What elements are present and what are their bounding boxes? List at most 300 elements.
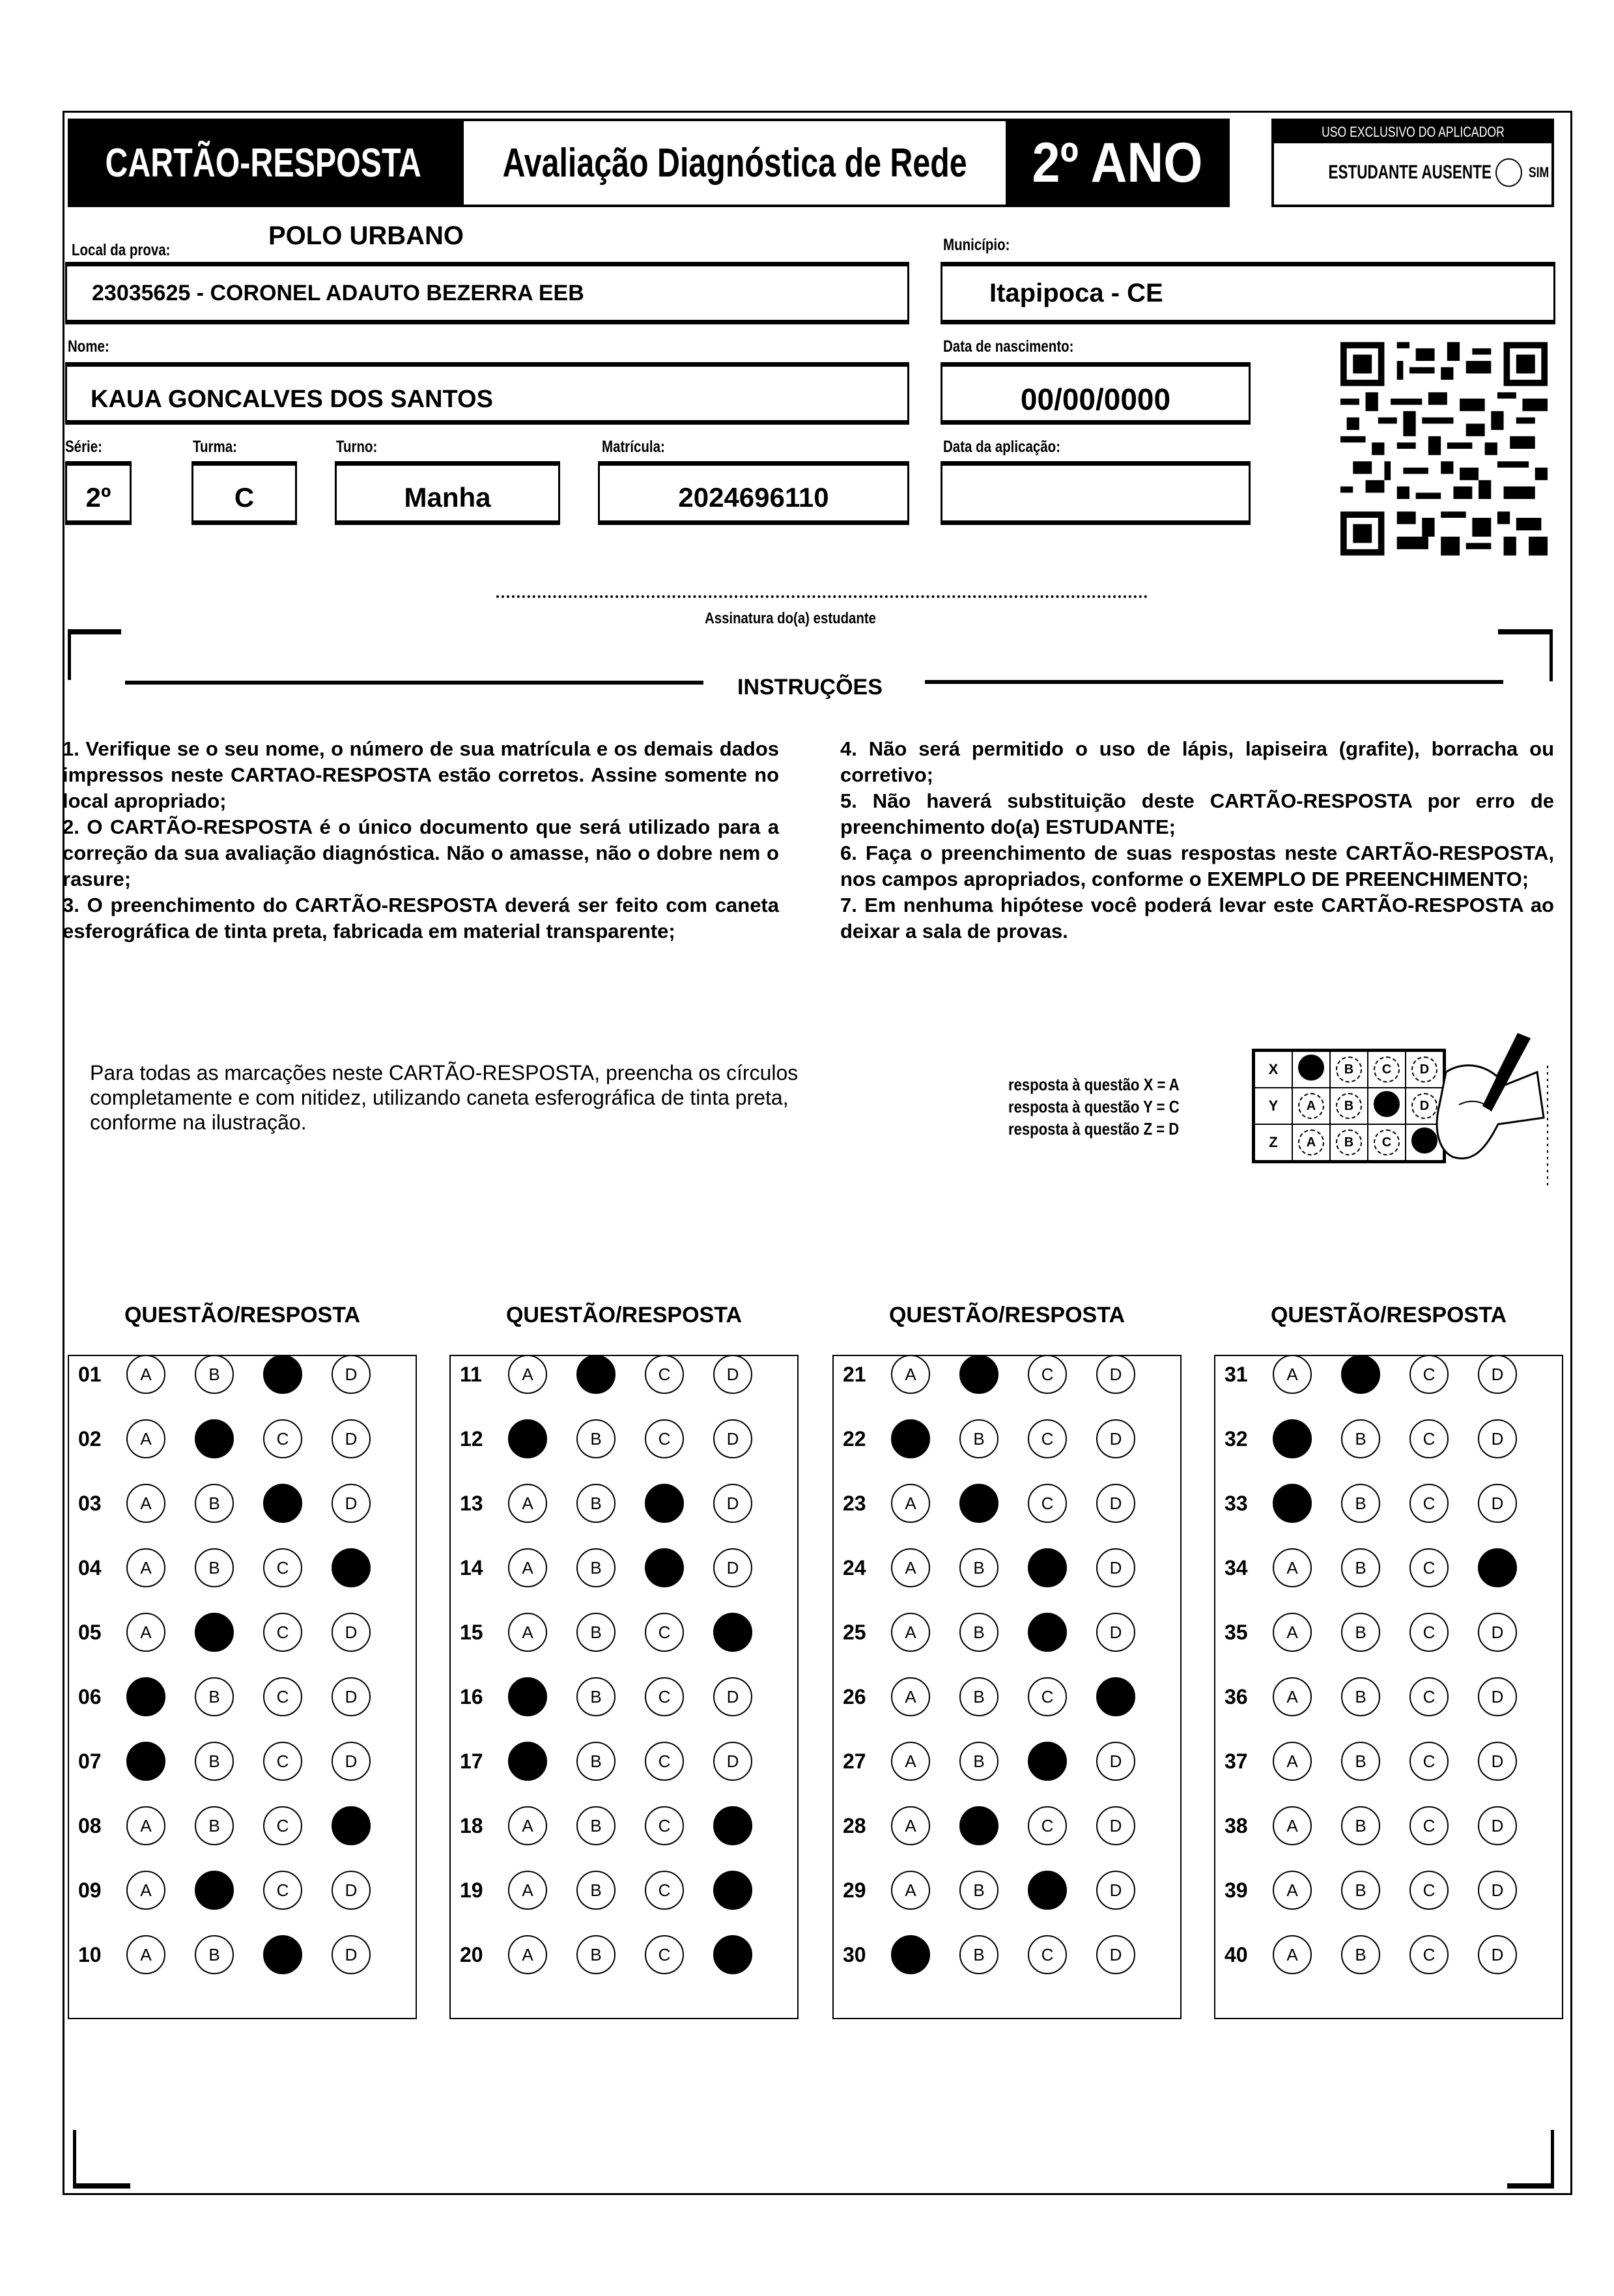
example-row-label: Y <box>1254 1088 1293 1124</box>
question-row <box>1215 1545 1546 1591</box>
serie-value: 2º <box>85 482 111 513</box>
answer-bubble-a[interactable]: A <box>1273 1419 1312 1458</box>
question-number: 40 <box>1225 1942 1248 1966</box>
question-row <box>69 1738 400 1784</box>
answer-bubble-c[interactable]: C <box>645 1871 684 1910</box>
example-bubble-c: C <box>1374 1056 1400 1083</box>
answer-bubble-c[interactable]: C <box>1409 1355 1449 1394</box>
answer-bubble-c[interactable]: C <box>263 1548 302 1587</box>
question-row <box>834 1481 1165 1526</box>
grade-badge-text: 2º ANO <box>1032 131 1203 194</box>
answer-bubble-b[interactable]: B <box>959 1806 998 1845</box>
answer-bubble-c[interactable]: C <box>263 1742 302 1781</box>
answer-bubble-c[interactable]: C <box>1409 1677 1449 1716</box>
question-number: 23 <box>843 1491 866 1515</box>
example-row <box>1254 1124 1445 1162</box>
question-row <box>69 1545 400 1591</box>
question-number: 09 <box>78 1878 102 1902</box>
matricula-value: 2024696110 <box>678 482 829 513</box>
matricula-label: Matrícula: <box>602 438 665 456</box>
instructions-right <box>840 736 1554 944</box>
answer-bubble-d[interactable]: D <box>1096 1806 1135 1845</box>
corner-mark-top-right <box>1498 629 1553 634</box>
example-row <box>1254 1051 1445 1088</box>
answer-bubble-c[interactable]: C <box>263 1419 302 1458</box>
example-bubble-a: A <box>1298 1093 1324 1119</box>
question-number: 18 <box>460 1813 483 1837</box>
question-number: 28 <box>843 1813 866 1837</box>
question-row <box>834 1867 1165 1913</box>
answer-bubble-c[interactable]: C <box>1028 1677 1067 1716</box>
question-number: 08 <box>78 1813 102 1837</box>
answer-bubble-c[interactable]: C <box>1028 1548 1067 1587</box>
question-number: 13 <box>460 1491 483 1515</box>
answer-bubble-d[interactable]: D <box>713 1935 752 1974</box>
answer-bubble-d[interactable]: D <box>713 1742 752 1781</box>
question-row <box>69 1803 400 1849</box>
question-row <box>69 1481 400 1526</box>
answer-bubble-b[interactable]: B <box>195 1742 234 1781</box>
answer-bubble-b[interactable]: B <box>959 1742 998 1781</box>
aplicacao-field <box>941 461 1251 525</box>
answer-bubble-b[interactable]: B <box>576 1677 616 1716</box>
answer-bubble-a[interactable]: A <box>126 1484 165 1523</box>
answer-bubble-d[interactable]: D <box>1478 1419 1517 1458</box>
answer-bubble-a[interactable]: A <box>891 1613 930 1652</box>
answer-bubble-c[interactable]: C <box>645 1419 684 1458</box>
answer-bubble-b[interactable]: B <box>959 1935 998 1974</box>
answer-bubble-a[interactable]: A <box>891 1742 930 1781</box>
answer-bubble-c[interactable]: C <box>263 1935 302 1974</box>
answer-bubble-a[interactable]: A <box>126 1677 165 1716</box>
example-legend <box>1008 1073 1180 1140</box>
answer-bubble-d[interactable]: D <box>1096 1742 1135 1781</box>
answer-bubble-d[interactable]: D <box>1478 1613 1517 1652</box>
example-cell <box>1368 1124 1406 1162</box>
question-number: 01 <box>78 1362 102 1386</box>
answer-bubble-a[interactable]: A <box>891 1935 930 1974</box>
question-row <box>1215 1867 1546 1913</box>
question-number: 37 <box>1225 1749 1248 1773</box>
instructions-left <box>63 736 779 944</box>
answer-bubble-d[interactable]: D <box>1478 1742 1517 1781</box>
answer-bubble-c[interactable]: C <box>1409 1419 1449 1458</box>
example-cell <box>1330 1124 1368 1162</box>
answer-bubble-c[interactable]: C <box>645 1742 684 1781</box>
answer-bubble-a[interactable]: A <box>126 1613 165 1652</box>
answer-bubble-a[interactable]: A <box>891 1355 930 1394</box>
aplicacao-label: Data da aplicação: <box>943 438 1061 456</box>
instruction-5: 5. Não haverá substituição deste CARTÃO-RESPOSTA por erro de preenchimento do(a) ESTUDANTE; <box>840 789 1554 838</box>
answer-bubble-b[interactable]: B <box>195 1419 234 1458</box>
instructions-rule-right <box>925 680 1503 684</box>
answer-bubble-b[interactable]: B <box>959 1677 998 1716</box>
serie-label: Série: <box>65 438 102 456</box>
question-number: 19 <box>460 1878 483 1902</box>
example-bubble-b: B <box>1336 1129 1362 1155</box>
answer-bubble-c[interactable]: C <box>1028 1871 1067 1910</box>
qr-code-icon <box>1340 341 1548 556</box>
answer-bubble-d[interactable]: D <box>1096 1548 1135 1587</box>
signature-label: Assinatura do(a) estudante <box>705 610 876 627</box>
grid-header: QUESTÃO/RESPOSTA <box>1270 1303 1507 1327</box>
absent-checkbox[interactable] <box>1495 158 1522 187</box>
answer-bubble-b[interactable]: B <box>576 1613 616 1652</box>
answer-bubble-d[interactable]: D <box>332 1355 371 1394</box>
answer-bubble-a[interactable]: A <box>508 1871 547 1910</box>
answer-bubble-d[interactable]: D <box>713 1613 752 1652</box>
answer-bubble-b[interactable]: B <box>959 1419 998 1458</box>
answer-bubble-d[interactable]: D <box>1096 1419 1135 1458</box>
exam-title-text: Avaliação Diagnóstica de Rede <box>502 140 967 186</box>
question-number: 14 <box>460 1555 483 1580</box>
question-number: 16 <box>460 1684 483 1708</box>
answer-bubble-d[interactable]: D <box>713 1484 752 1523</box>
answer-bubble-c[interactable]: C <box>1409 1935 1449 1974</box>
question-row <box>1215 1674 1546 1720</box>
answer-bubble-a[interactable]: A <box>508 1742 547 1781</box>
example-grid <box>1252 1049 1446 1163</box>
answer-bubble-a[interactable]: A <box>1273 1677 1312 1716</box>
example-bubble-c: C <box>1374 1129 1400 1155</box>
answer-bubble-b[interactable]: B <box>195 1613 234 1652</box>
instruction-1: 1. Verifique se o seu nome, o número de sua matrícula e os demais dados impressos neste CARTAO-RESPOSTA estão corretos. Assine somente no local apropriado; <box>63 737 779 812</box>
answer-bubble-a[interactable]: A <box>508 1419 547 1458</box>
corner-mark-bottom-right <box>1507 2183 1554 2189</box>
answer-bubble-b[interactable]: B <box>195 1806 234 1845</box>
answer-bubble-b[interactable]: B <box>1341 1484 1380 1523</box>
answer-bubble-d[interactable]: D <box>332 1548 371 1587</box>
legend-y: resposta à questão Y = C <box>1008 1097 1180 1116</box>
answer-bubble-b[interactable]: B <box>1341 1677 1380 1716</box>
answer-bubble-d[interactable]: D <box>1478 1355 1517 1394</box>
answer-bubble-b[interactable]: B <box>576 1806 616 1845</box>
answer-bubble-d[interactable]: D <box>332 1677 371 1716</box>
answer-bubble-a[interactable]: A <box>1273 1742 1312 1781</box>
answer-bubble-d[interactable]: D <box>1478 1548 1517 1587</box>
answer-bubble-c[interactable]: C <box>1409 1806 1449 1845</box>
turno-value: Manha <box>404 482 491 513</box>
answer-bubble-b[interactable]: B <box>195 1677 234 1716</box>
answer-bubble-a[interactable]: A <box>508 1548 547 1587</box>
example-bubble-d: D <box>1411 1093 1437 1119</box>
answer-bubble-d[interactable]: D <box>332 1419 371 1458</box>
question-number: 35 <box>1225 1620 1248 1644</box>
school-field <box>65 262 909 324</box>
answer-bubble-a[interactable]: A <box>126 1419 165 1458</box>
answer-bubble-b[interactable]: B <box>195 1871 234 1910</box>
answer-bubble-d[interactable]: D <box>1478 1484 1517 1523</box>
turma-label: Turma: <box>193 438 237 456</box>
answer-bubble-c[interactable]: C <box>263 1806 302 1845</box>
answer-bubble-b[interactable]: B <box>576 1742 616 1781</box>
example-row-label: X <box>1254 1051 1293 1088</box>
answer-bubble-b[interactable]: B <box>576 1935 616 1974</box>
local-label: Local da prova: <box>72 241 171 259</box>
question-row <box>69 1352 400 1397</box>
question-row <box>451 1738 782 1784</box>
answer-bubble-b[interactable]: B <box>959 1613 998 1652</box>
answer-bubble-b[interactable]: B <box>195 1935 234 1974</box>
instruction-3: 3. O preenchimento do CARTÃO-RESPOSTA deverá ser feito com caneta esferográfica de tinta preta, fabricada em material transparente; <box>63 894 779 942</box>
answer-bubble-a[interactable]: A <box>126 1935 165 1974</box>
answer-bubble-c[interactable]: C <box>263 1871 302 1910</box>
answer-bubble-b[interactable]: B <box>1341 1742 1380 1781</box>
question-number: 32 <box>1225 1426 1248 1451</box>
answer-bubble-d[interactable]: D <box>1096 1484 1135 1523</box>
answer-bubble-a[interactable]: A <box>508 1806 547 1845</box>
example-cell <box>1368 1051 1406 1088</box>
exam-title <box>464 121 1006 205</box>
answer-bubble-a[interactable]: A <box>1273 1806 1312 1845</box>
question-number: 27 <box>843 1749 866 1773</box>
answer-bubble-b[interactable]: B <box>195 1484 234 1523</box>
nascimento-label: Data de nascimento: <box>943 337 1074 356</box>
answer-bubble-b[interactable]: B <box>959 1871 998 1910</box>
instructions-title: INSTRUÇÕES <box>737 675 883 700</box>
question-number: 05 <box>78 1620 102 1644</box>
question-number: 30 <box>843 1942 866 1966</box>
instruction-6: 6. Faça o preenchimento de suas respostas neste CARTÃO-RESPOSTA, nos campos apropriados, conforme o EXEMPLO DE PREENCHIMENTO; <box>840 842 1554 890</box>
question-number: 38 <box>1225 1813 1248 1837</box>
answer-bubble-c[interactable]: C <box>263 1484 302 1523</box>
answer-bubble-d[interactable]: D <box>1096 1355 1135 1394</box>
question-row <box>1215 1352 1546 1397</box>
question-row <box>1215 1416 1546 1462</box>
question-row <box>834 1932 1165 1977</box>
answer-bubble-c[interactable]: C <box>263 1355 302 1394</box>
answer-bubble-a[interactable]: A <box>1273 1871 1312 1910</box>
answer-bubble-d[interactable]: D <box>1096 1613 1135 1652</box>
example-cell <box>1368 1088 1406 1124</box>
answer-bubble-a[interactable]: A <box>891 1548 930 1587</box>
corner-mark-bottom-left <box>73 2183 130 2189</box>
answer-bubble-b[interactable]: B <box>1341 1613 1380 1652</box>
answer-bubble-a[interactable]: A <box>508 1355 547 1394</box>
answer-bubble-a[interactable]: A <box>508 1935 547 1974</box>
answer-bubble-d[interactable]: D <box>713 1871 752 1910</box>
absent-row <box>1274 143 1551 202</box>
answer-bubble-a[interactable]: A <box>1273 1548 1312 1587</box>
nome-value: KAUA GONCALVES DOS SANTOS <box>91 385 493 413</box>
answer-bubble-a[interactable]: A <box>508 1484 547 1523</box>
answer-grid-column <box>449 1355 799 2019</box>
question-number: 21 <box>843 1362 866 1386</box>
answer-grid-column <box>68 1355 417 2019</box>
answer-bubble-c[interactable]: C <box>1409 1613 1449 1652</box>
answer-bubble-a[interactable]: A <box>1273 1355 1312 1394</box>
question-row <box>69 1932 400 1977</box>
answer-bubble-a[interactable]: A <box>891 1484 930 1523</box>
legend-z: resposta à questão Z = D <box>1008 1119 1180 1139</box>
answer-bubble-d[interactable]: D <box>332 1742 371 1781</box>
answer-bubble-d[interactable]: D <box>713 1548 752 1587</box>
answer-bubble-d[interactable]: D <box>1478 1871 1517 1910</box>
answer-bubble-a[interactable]: A <box>1273 1935 1312 1974</box>
example-cell <box>1330 1051 1368 1088</box>
answer-bubble-b[interactable]: B <box>576 1419 616 1458</box>
example-bubble-b: B <box>1336 1093 1362 1119</box>
answer-bubble-a[interactable]: A <box>1273 1613 1312 1652</box>
grade-badge <box>1006 119 1230 207</box>
question-row <box>451 1352 782 1397</box>
corner-mark-top-left <box>68 629 121 634</box>
question-number: 07 <box>78 1749 102 1773</box>
answer-bubble-b[interactable]: B <box>576 1871 616 1910</box>
answer-bubble-c[interactable]: C <box>263 1677 302 1716</box>
answer-bubble-c[interactable]: C <box>1028 1355 1067 1394</box>
answer-bubble-d[interactable]: D <box>713 1806 752 1845</box>
question-row <box>451 1609 782 1655</box>
answer-bubble-c[interactable]: C <box>1409 1548 1449 1587</box>
example-bubble-d: D <box>1411 1056 1437 1083</box>
answer-bubble-a[interactable]: A <box>126 1742 165 1781</box>
question-row <box>451 1803 782 1849</box>
answer-bubble-b[interactable]: B <box>1341 1548 1380 1587</box>
answer-bubble-a[interactable]: A <box>126 1806 165 1845</box>
answer-bubble-c[interactable]: C <box>645 1613 684 1652</box>
answer-bubble-d[interactable]: D <box>1478 1677 1517 1716</box>
question-row <box>451 1867 782 1913</box>
instructions-rule-left <box>125 681 703 685</box>
matricula-field <box>598 461 909 525</box>
corner-mark-bottom-right-vertical <box>1551 2130 1554 2189</box>
answer-bubble-d[interactable]: D <box>332 1484 371 1523</box>
question-number: 17 <box>460 1749 483 1773</box>
answer-bubble-c[interactable]: C <box>1028 1484 1067 1523</box>
question-row <box>451 1481 782 1526</box>
answer-bubble-c[interactable]: C <box>1028 1935 1067 1974</box>
question-row <box>834 1609 1165 1655</box>
question-number: 03 <box>78 1491 102 1515</box>
question-row <box>69 1867 400 1913</box>
question-number: 04 <box>78 1555 102 1580</box>
grid-header: QUESTÃO/RESPOSTA <box>888 1303 1126 1327</box>
answer-bubble-c[interactable]: C <box>263 1613 302 1652</box>
answer-bubble-c[interactable]: C <box>1028 1742 1067 1781</box>
answer-bubble-d[interactable]: D <box>1478 1935 1517 1974</box>
card-title <box>68 119 459 207</box>
question-number: 24 <box>843 1555 866 1580</box>
answer-bubble-b[interactable]: B <box>576 1355 616 1394</box>
answer-bubble-a[interactable]: A <box>1273 1484 1312 1523</box>
question-number: 12 <box>460 1426 483 1451</box>
question-number: 11 <box>460 1362 482 1386</box>
answer-bubble-c[interactable]: C <box>645 1548 684 1587</box>
answer-bubble-c[interactable]: C <box>1028 1613 1067 1652</box>
answer-bubble-b[interactable]: B <box>1341 1419 1380 1458</box>
nome-label: Nome: <box>68 337 109 356</box>
answer-bubble-d[interactable]: D <box>332 1871 371 1910</box>
answer-bubble-d[interactable]: D <box>332 1806 371 1845</box>
answer-bubble-c[interactable]: C <box>645 1806 684 1845</box>
answer-bubble-c[interactable]: C <box>1028 1806 1067 1845</box>
example-cell <box>1292 1124 1330 1162</box>
answer-bubble-b[interactable]: B <box>576 1484 616 1523</box>
answer-bubble-a[interactable]: A <box>891 1677 930 1716</box>
answer-bubble-d[interactable]: D <box>713 1677 752 1716</box>
answer-bubble-c[interactable]: C <box>645 1484 684 1523</box>
applicator-title-text: USO EXCLUSIVO DO APLICADOR <box>1321 124 1505 140</box>
question-row <box>451 1545 782 1591</box>
answer-bubble-a[interactable]: A <box>126 1548 165 1587</box>
grid-header: QUESTÃO/RESPOSTA <box>505 1303 743 1327</box>
answer-bubble-d[interactable]: D <box>1096 1871 1135 1910</box>
answer-bubble-b[interactable]: B <box>1341 1935 1380 1974</box>
turno-label: Turno: <box>336 438 378 456</box>
local-value: POLO URBANO <box>268 221 464 250</box>
answer-bubble-a[interactable]: A <box>508 1613 547 1652</box>
answer-bubble-b[interactable]: B <box>576 1548 616 1587</box>
answer-bubble-b[interactable]: B <box>959 1484 998 1523</box>
answer-bubble-b[interactable]: B <box>195 1355 234 1394</box>
example-cell <box>1292 1088 1330 1124</box>
question-row <box>1215 1738 1546 1784</box>
answer-bubble-c[interactable]: C <box>645 1355 684 1394</box>
turma-value: C <box>234 482 255 513</box>
question-row <box>834 1545 1165 1591</box>
question-number: 39 <box>1225 1878 1248 1902</box>
answer-bubble-b[interactable]: B <box>1341 1871 1380 1910</box>
answer-bubble-c[interactable]: C <box>1409 1871 1449 1910</box>
answer-bubble-d[interactable]: D <box>1096 1935 1135 1974</box>
answer-bubble-c[interactable]: C <box>1409 1742 1449 1781</box>
answer-bubble-b[interactable]: B <box>1341 1806 1380 1845</box>
question-row <box>69 1416 400 1462</box>
question-row <box>1215 1609 1546 1655</box>
answer-bubble-b[interactable]: B <box>1341 1355 1380 1394</box>
municipio-value: Itapipoca - CE <box>989 278 1163 307</box>
answer-bubble-d[interactable]: D <box>1096 1677 1135 1716</box>
signature-line[interactable] <box>496 595 1148 598</box>
answer-bubble-b[interactable]: B <box>195 1548 234 1587</box>
example-bubble-b: B <box>1336 1056 1362 1083</box>
turma-field <box>191 461 297 525</box>
example-note: Para todas as marcações neste CARTÃO-RESPOSTA, preencha os círculos completamente e com nitidez, utilizando caneta esferográfica de tinta preta, conforme na ilustração. <box>90 1061 799 1134</box>
answer-bubble-a[interactable]: A <box>126 1355 165 1394</box>
answer-bubble-d[interactable]: D <box>332 1935 371 1974</box>
answer-bubble-c[interactable]: C <box>645 1677 684 1716</box>
answer-bubble-c[interactable]: C <box>645 1935 684 1974</box>
answer-bubble-d[interactable]: D <box>713 1355 752 1394</box>
answer-bubble-d[interactable]: D <box>1478 1806 1517 1845</box>
answer-bubble-b[interactable]: B <box>959 1548 998 1587</box>
answer-bubble-c[interactable]: C <box>1409 1484 1449 1523</box>
answer-bubble-c[interactable]: C <box>1028 1419 1067 1458</box>
answer-bubble-a[interactable]: A <box>891 1419 930 1458</box>
question-row <box>1215 1932 1546 1977</box>
question-number: 29 <box>843 1878 866 1902</box>
answer-bubble-d[interactable]: D <box>713 1419 752 1458</box>
question-number: 10 <box>78 1942 102 1966</box>
answer-bubble-d[interactable]: D <box>332 1613 371 1652</box>
nascimento-field <box>941 362 1251 425</box>
answer-bubble-b[interactable]: B <box>959 1355 998 1394</box>
example-table <box>1252 1049 1446 1163</box>
corner-mark-top-right-vertical <box>1550 629 1553 681</box>
example-cell <box>1330 1088 1368 1124</box>
question-row <box>834 1803 1165 1849</box>
hand-with-pen-icon <box>1420 1027 1550 1189</box>
serie-field <box>65 461 132 525</box>
municipio-field <box>941 262 1555 324</box>
answer-bubble-a[interactable]: A <box>126 1871 165 1910</box>
answer-bubble-a[interactable]: A <box>508 1677 547 1716</box>
answer-bubble-a[interactable]: A <box>891 1806 930 1845</box>
legend-x: resposta à questão X = A <box>1008 1075 1180 1094</box>
answer-bubble-a[interactable]: A <box>891 1871 930 1910</box>
question-row <box>451 1932 782 1977</box>
